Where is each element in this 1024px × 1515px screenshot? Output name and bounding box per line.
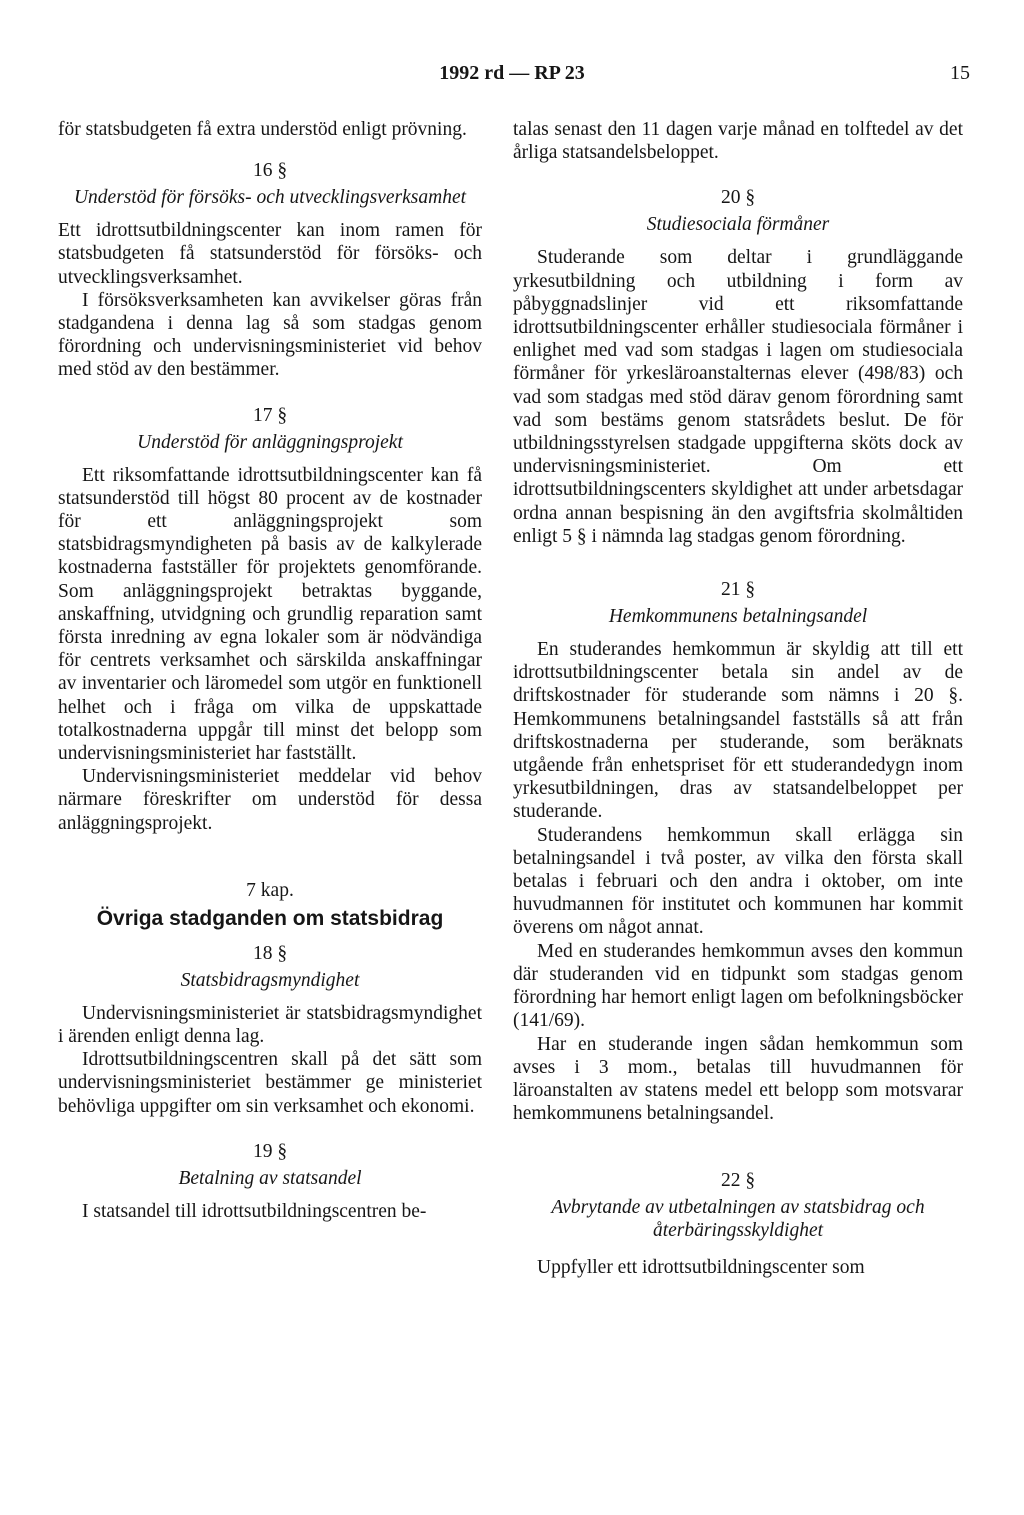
paragraph: Ett riksomfattande idrottsutbildningscenter kan få statsunderstöd till högst 80 procent av de kostnader för ett anläggningsprojekt som statsbidragsmyndigheten på basis av de kalkylerade kostnaderna fastställer för projektets genomförande. Som anläggningsprojekt betraktas byggande, anskaffning, utvidgning och grundlig reparation samt första inredning av egna lokaler som är nödvändiga för centrets verksamhet och särskilda anskaffningar av inventarier och läromedel som utgör en funktionell helhet och i fråga om vilka de uppskattade totalkostnaderna uppgår till minst det belopp som undervisningsministeriet har fastställt. (58, 464, 482, 765)
section-title: Betalning av statsandel (178, 1167, 362, 1189)
paragraph: Studerande som deltar i grundläggande yrkesutbildning och utbildning i form av påbyggnadslinjer vid ett riksomfattande idrottsutbildningscenter erhåller studiesociala förmåner i enlighet med vad som stadgas i lagen om studiesociala förmåner för yrkesläroanstalternas elever (498/83) och vad som stadgas med stöd därav genom förordning samt vad som bestäms genom statsrådets beslut. De för utbildningsstyrelsen stadgade uppgifterna sköts dock av undervisningsministeriet. Om ett idrottsutbildningscenters skyldighet att under arbetsdagar ordna annan bespisning än den avgiftsfria skolmåltiden enligt 5 § i nämnda lag stadgas genom förordning. (513, 247, 963, 547)
left-column (58, 118, 482, 1223)
section-title: Studiesociala förmåner (646, 214, 830, 236)
section-title: Understöd för försöks- och utvecklingsverksamhet (73, 187, 467, 209)
paragraph: Ett idrottsutbildningscenter kan inom ramen för statsbudgeten få statsunderstöd för försöks- och utvecklingsverksamhet. (58, 220, 482, 288)
paragraph: Studerandens hemkommun skall erlägga sin betalningsandel i två poster, av vilka den första skall betalas i februari och den andra i oktober, om inte huvudmannen för institutet och kommunen har kommit överens om något annat. (513, 824, 963, 939)
section-number: 22 § (720, 1170, 756, 1192)
section-title: Hemkommunens betalningsandel (608, 606, 868, 628)
section-title: Understöd för anläggningsprojekt (137, 431, 403, 453)
section-number: 21 § (720, 579, 756, 601)
paragraph: Undervisningsministeriet meddelar vid behov närmare föreskrifter om understöd för dessa anläggningsprojekt. (58, 766, 482, 834)
page-number: 15 (950, 62, 970, 84)
section-title: Statsbidragsmyndighet (180, 969, 360, 991)
chapter-title: Övriga stadganden om statsbidrag (96, 906, 444, 930)
right-column (513, 118, 963, 1280)
section-number: 16 § (252, 160, 288, 182)
section-number: 19 § (252, 1140, 288, 1162)
page-header-title: 1992 rd — RP 23 (439, 62, 585, 84)
paragraph: Idrottsutbildningscentren skall på det sätt som undervisningsministeriet bestämmer ge ministeriet behövliga uppgifter om sin verksamhet och ekonomi. (58, 1049, 482, 1117)
paragraph: Uppfyller ett idrottsutbildningscenter som (537, 1257, 865, 1279)
paragraph: talas senast den 11 dagen varje månad en tolftedel av det årliga statsandelsbeloppet. (513, 119, 963, 164)
paragraph: Har en studerande ingen sådan hemkommun som avses i 3 mom., betalas till huvudmannen för läroanstalten av statens medel ett belopp som motsvarar hemkommunens betalningsandel. (513, 1033, 963, 1125)
section-number: 20 § (720, 187, 756, 209)
paragraph: I statsandel till idrottsutbildningscentren be- (82, 1200, 427, 1222)
paragraph: för statsbudgeten få extra understöd enligt prövning. (58, 119, 467, 140)
paragraph: Med en studerandes hemkommun avses den kommun där studeranden vid en tidpunkt som stadgas genom förordning har hemort enligt lagen om befolkningsböcker (141/69). (513, 940, 963, 1032)
paragraph: I försöksverksamheten kan avvikelser göras från stadgandena i denna lag så som stadgas genom förordning och undervisningsministeriet vid behov med stöd av den bestämmer. (58, 289, 482, 381)
section-number: 17 § (252, 404, 288, 426)
section-title: Avbrytande av utbetalningen av statsbidrag och återbäringsskyldighet (551, 1197, 925, 1242)
paragraph: Undervisningsministeriet är statsbidragsmyndighet i ärenden enligt denna lag. (58, 1002, 482, 1048)
section-number: 18 § (252, 942, 288, 964)
chapter-number: 7 kap. (246, 879, 294, 901)
paragraph: En studerandes hemkommun är skyldig att till ett idrottsutbildningscenter betala sin andel av de driftskostnader för studerande som nämns i 20 §. Hemkommunens betalningsandel fastställs så att från driftskostnaderna per studerande, som beräknats utgående från enhetspriset för ett studerandedygn inom yrkesutbildningen, dras av statsandelbeloppet per studerande. (513, 639, 963, 823)
